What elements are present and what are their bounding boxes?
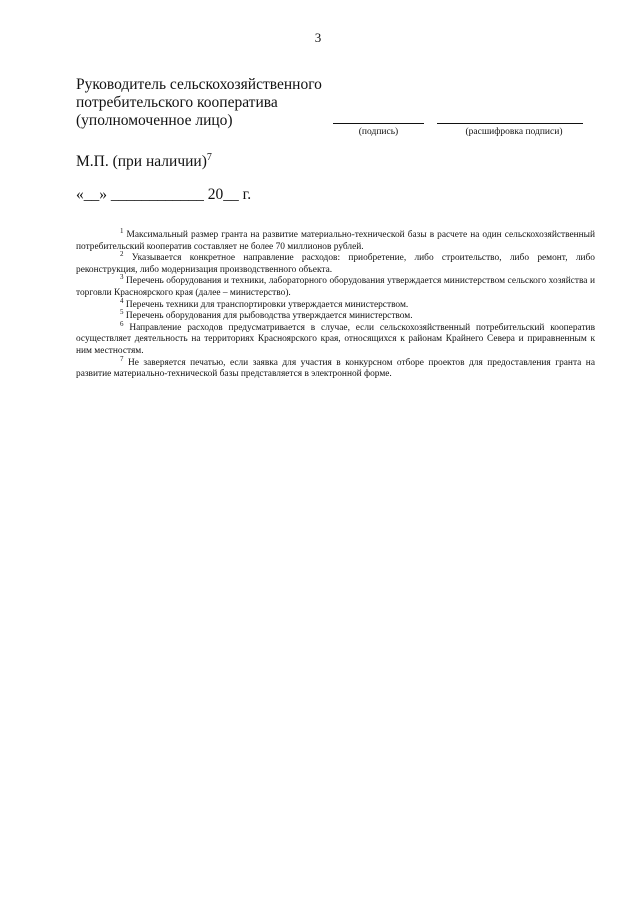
footnote-text: Максимальный размер гранта на развитие материально-технической базы в расчете на один сельскохозяйственный потребительский кооператив составляет не более 70 миллионов рублей. <box>76 230 595 252</box>
stamp-place <box>76 152 212 171</box>
footnote-text: Указывается конкретное направление расходов: приобретение, либо строительство, либо ремонт, либо реконструкция, либо модернизация производственного объекта. <box>76 253 595 275</box>
footnote <box>76 296 595 312</box>
footnote-marker: 2 <box>120 250 124 259</box>
page-number: 3 <box>314 30 322 45</box>
footnote <box>76 250 595 276</box>
footnote-text: Направление расходов предусматривается в случае, если сельскохозяйственный потребительский кооператив осуществляет деятельность на территориях Красноярского края, относящихся к районам Крайнего Севера и приравненным к ним местностям. <box>76 322 595 356</box>
footnote-marker: 4 <box>120 296 124 305</box>
date-line: «__» ____________ 20__ г. <box>76 186 252 203</box>
signer-title-line: (уполномоченное лицо) <box>76 112 233 129</box>
footnote-marker: 1 <box>120 226 124 235</box>
signer-title <box>76 76 322 130</box>
signature-transcript-caption: (расшифровка подписи) <box>465 127 563 137</box>
footnote-text: Перечень оборудования и техники, лабораторного оборудования утверждается министерством сельского хозяйства и торговли Красноярского края (далее – министерство). <box>76 276 595 298</box>
stamp-label: М.П. (при наличии) <box>76 153 207 171</box>
footnote-marker: 5 <box>120 308 124 317</box>
footnote <box>76 319 595 358</box>
footnote-marker: 6 <box>120 319 124 328</box>
signer-title-line: Руководитель сельскохозяйственного <box>76 76 322 93</box>
footnote-reference: 7 <box>206 152 212 163</box>
signature-line <box>333 123 424 124</box>
footnote-text: Перечень техники для транспортировки утверждается министерством. <box>123 299 409 310</box>
footnote-marker: 7 <box>120 354 124 363</box>
footnote-text: Не заверяется печатью, если заявка для участия в конкурсном отборе проектов для предоставления гранта на развитие материально-технической базы представляется в электронной форме. <box>76 357 595 380</box>
footnote <box>76 308 595 323</box>
footnote-marker: 3 <box>120 273 124 282</box>
footnote <box>76 273 595 299</box>
footnote <box>76 354 595 381</box>
footnote-text: Перечень оборудования для рыбоводства утверждается министерством. <box>123 311 413 322</box>
signer-title-line: потребительского кооператива <box>76 94 278 111</box>
footnote <box>76 226 595 253</box>
signature-caption: (подпись) <box>358 127 399 137</box>
signature-transcript-line <box>437 123 583 124</box>
footnotes <box>76 226 595 381</box>
